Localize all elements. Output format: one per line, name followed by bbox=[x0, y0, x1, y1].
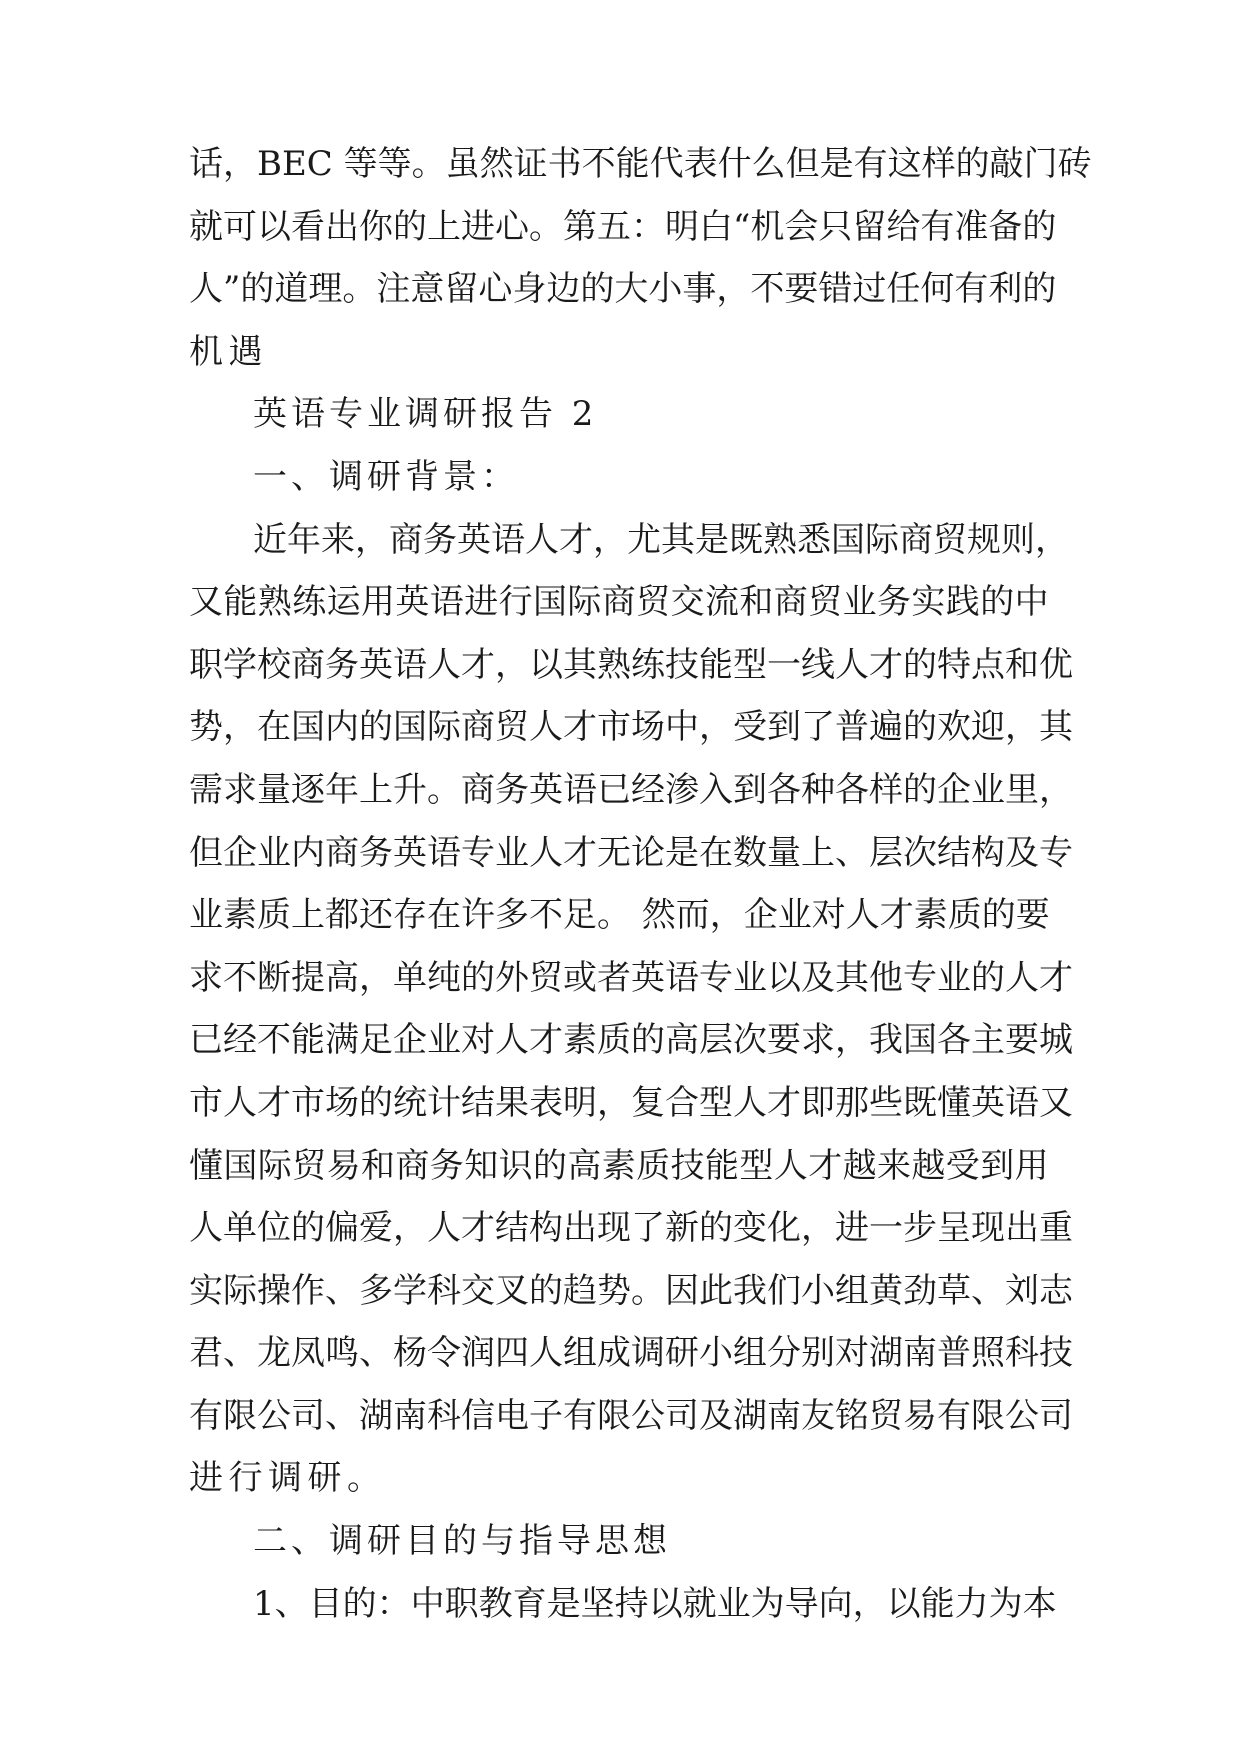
text-line: 话，BEC 等等。虽然证书不能代表什么但是有这样的敲门砖 bbox=[189, 144, 1092, 184]
text-line: 就可以看出你的上进心。第五：明白“机会只留给有准备的 bbox=[189, 206, 1057, 247]
text-line: 职学校商务英语人才，以其熟练技能型一线人才的特点和优 bbox=[189, 644, 1073, 685]
text-line: 但企业内商务英语专业人才无论是在数量上、层次结构及专 bbox=[189, 832, 1073, 873]
text-line: 已经不能满足企业对人才素质的高层次要求，我国各主要城 bbox=[189, 1020, 1073, 1061]
text-line: 有限公司、湖南科信电子有限公司及湖南友铭贸易有限公司 bbox=[189, 1395, 1073, 1436]
text-line: 近年来，商务英语人才，尤其是既熟悉国际商贸规则， bbox=[253, 519, 1069, 560]
text-line: 业素质上都还存在许多不足。 然而，企业对人才素质的要 bbox=[189, 895, 1050, 936]
text-line: 需求量逐年上升。商务英语已经渗入到各种各样的企业里， bbox=[189, 769, 1073, 810]
text-line: 实际操作、多学科交叉的趋势。因此我们小组黄劲草、刘志 bbox=[189, 1270, 1073, 1311]
section-heading: 二、调研目的与指导思想 bbox=[253, 1521, 671, 1562]
text-line: 进行调研。 bbox=[189, 1458, 387, 1499]
text-line: 君、龙凤鸣、杨令润四人组成调研小组分别对湖南普照科技 bbox=[189, 1333, 1073, 1374]
text-line: 市人才市场的统计结果表明，复合型人才即那些既懂英语又 bbox=[189, 1082, 1073, 1123]
text-line: 人”的道理。注意留心身边的大小事，不要错过任何有利的 bbox=[189, 269, 1057, 310]
text-line: 求不断提高，单纯的外贸或者英语专业以及其他专业的人才 bbox=[189, 957, 1073, 998]
text-line: 势，在国内的国际商贸人才市场中，受到了普遍的欢迎，其 bbox=[189, 707, 1073, 748]
text-line: 机遇 bbox=[189, 331, 268, 372]
document-body bbox=[189, 133, 1092, 1635]
section-heading: 一、调研背景： bbox=[253, 456, 519, 497]
section-title: 英语专业调研报告 2 bbox=[253, 394, 598, 435]
text-line: 1、目的：中职教育是坚持以就业为导向，以能力为本 bbox=[253, 1583, 1057, 1624]
text-line: 懂国际贸易和商务知识的高素质技能型人才越来越受到用 bbox=[189, 1145, 1049, 1186]
text-line: 人单位的偏爱，人才结构出现了新的变化，进一步呈现出重 bbox=[189, 1208, 1073, 1249]
text-line: 又能熟练运用英语进行国际商贸交流和商贸业务实践的中 bbox=[189, 582, 1049, 623]
